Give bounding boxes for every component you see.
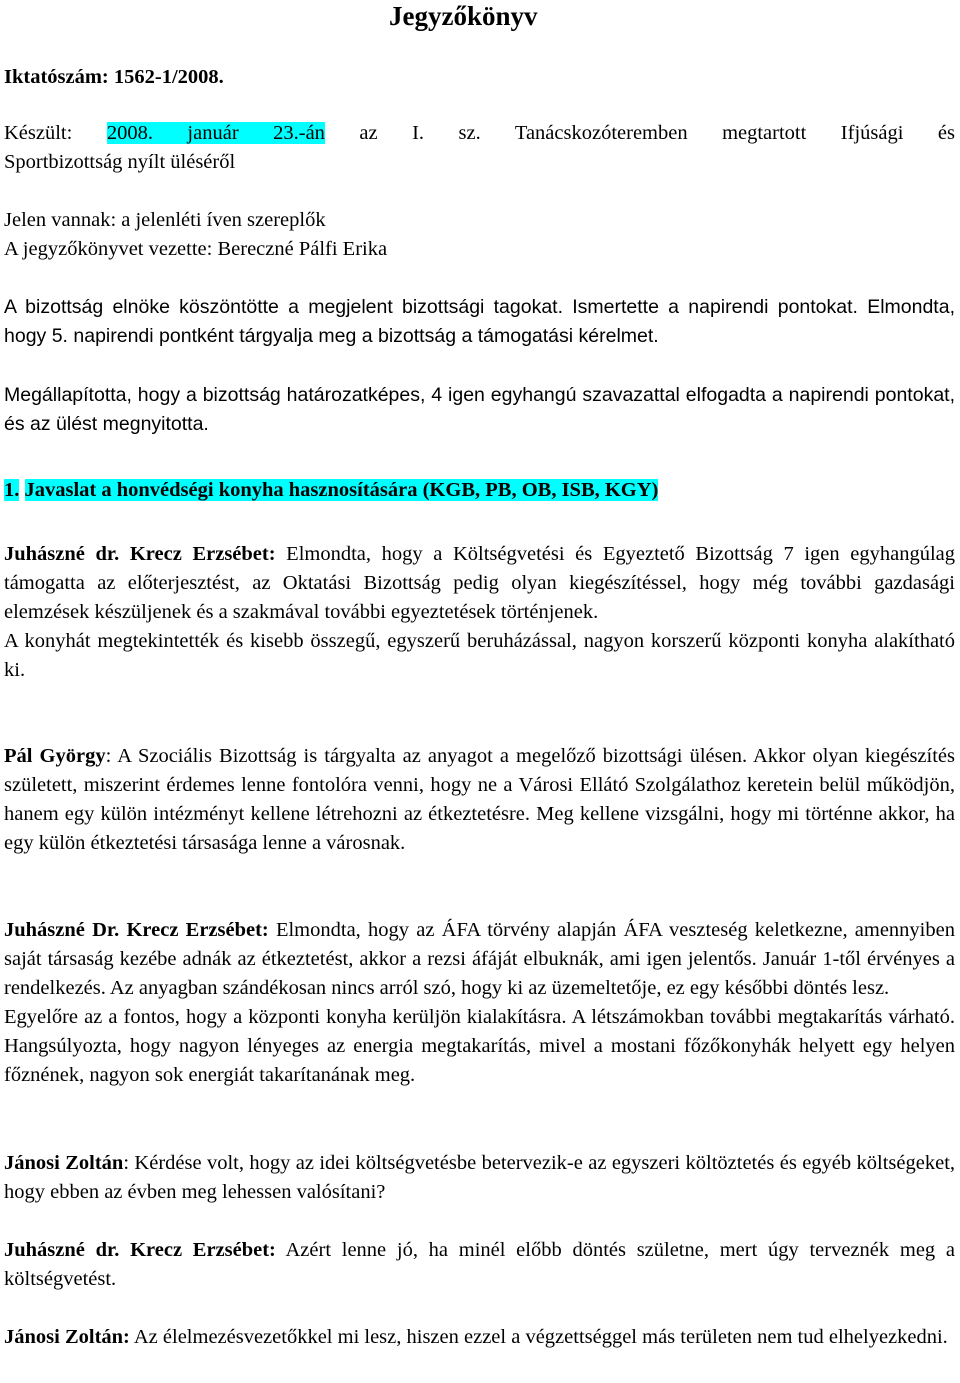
document-title: Jegyzőkönyv [389,1,538,31]
speech-text: Elmondta, hogy az ÁFA törvény alapján ÁFA veszteség keletkezne, amennyiben saját társaság kezébe adnák az étkeztetést, akkor a rezsi áfáját elbuknák, ami igen jelentős. Január 1-től érvényes a rendelkezés. Az anyagban szándékosan nincs arról szó, hogy ki az üzemeltetője, ez egy későbbi döntés lesz. [4,919,955,999]
made-rest: az I. sz. Tanácskozóteremben megtartott Ifjúsági és [359,122,955,144]
speaker-name: Jánosi Zoltán [4,1152,124,1174]
registry-number: Iktatószám: 1562-1/2008. [4,66,224,88]
speech-text: Azért lenne jó, ha minél előbb döntés születne, mert úgy terveznék meg a költségvetést. [4,1239,955,1290]
speaker-name: Jánosi Zoltán: [4,1326,130,1348]
recorder-line: A jegyzőkönyvet vezette: Bereczné Pálfi Erika [4,238,388,260]
speech-4 [4,1149,955,1207]
agenda-item-heading [4,476,955,505]
agenda-item-title: Javaslat a honvédségi konyha hasznosítására (KGB, PB, OB, ISB, KGY) [24,479,659,501]
made-line-2: Sportbizottság nyílt üléséről [4,151,236,173]
speech-text: Elmondta, hogy a Költségvetési és Egyeztető Bizottság 7 igen egyhangúlag támogatta az előterjesztést, az Oktatási Bizottság pedig olyan kiegészítéssel, hogy még további gazdasági elemzések készüljenek és a szakmával további egyeztetések történjenek. [4,543,956,623]
speech-text: Az élelmezésvezetőkkel mi lesz, hiszen ezzel a végzettséggel más területen nem tud elhelyezkedni. [133,1326,948,1348]
speech-2 [4,742,955,858]
speaker-name: Juhászné dr. Krecz Erzsébet: [4,543,276,565]
speaker-name: Juhászné dr. Krecz Erzsébet: [4,1239,276,1261]
speech-text: : Kérdése volt, hogy az idei költségvetésbe betervezik-e az egyszeri költöztetés és egyéb költségeket, hogy ebben az évben meg lehessen valósítani? [4,1152,956,1203]
speaker-name: Juhászné Dr. Krecz Erzsébet: [4,919,269,941]
intro-paragraph: A bizottság elnöke köszöntötte a megjelent bizottsági tagokat. Ismertette a napirendi pontokat. Elmondta, hogy 5. napirendi pontként tárgyalja meg a bizottság a támogatási kérelmet. [4,296,955,347]
speech-text-continued: Egyelőre az a fontos, hogy a központi konyha kerüljön kialakításra. A létszámokban további megtakarítás várható. Hangsúlyozta, hogy nagyon lényeges az energia megtakarítás, mivel a mostani főzőkonyhák helyett egy helyen főznének, nagyon sok energiát takarítanának meg. [4,1006,955,1086]
speech-text: : A Szociális Bizottság is tárgyalta az anyagot a megelőző bizottsági ülésen. Akkor olyan kiegészítés született, miszerint érdemes lenne fontolóra venni, hogy ne a Városi Ellátó Szolgálathoz keretein belül működjön, hanem egy külön intézményt kellene létrehozni az étkeztetésre. Meg kellene vizsgálni, hogy mi történne akkor, ha egy külön étkeztetési társasága lenne a városnak. [4,745,955,854]
speech-text-continued: A konyhát megtekintették és kisebb összegű, egyszerű beruházással, nagyon korszerű központi konyha alakítható ki. [4,630,955,681]
speech-3 [4,916,955,1090]
agenda-item-number: 1. [4,479,20,501]
speaker-name: Pál György [4,745,106,767]
meeting-date: 2008. január 23.-án [106,122,325,144]
speech-1 [4,540,955,685]
present-line: Jelen vannak: a jelenléti íven szereplők [4,209,326,231]
made-prefix: Készült: [4,122,73,144]
made-line-1 [4,119,955,148]
speech-5 [4,1236,955,1294]
speech-6 [4,1323,955,1352]
quorum-paragraph: Megállapította, hogy a bizottság határozatképes, 4 igen egyhangú szavazattal elfogadta a napirendi pontokat, és az ülést megnyitotta. [4,384,955,435]
made-line [4,119,955,177]
